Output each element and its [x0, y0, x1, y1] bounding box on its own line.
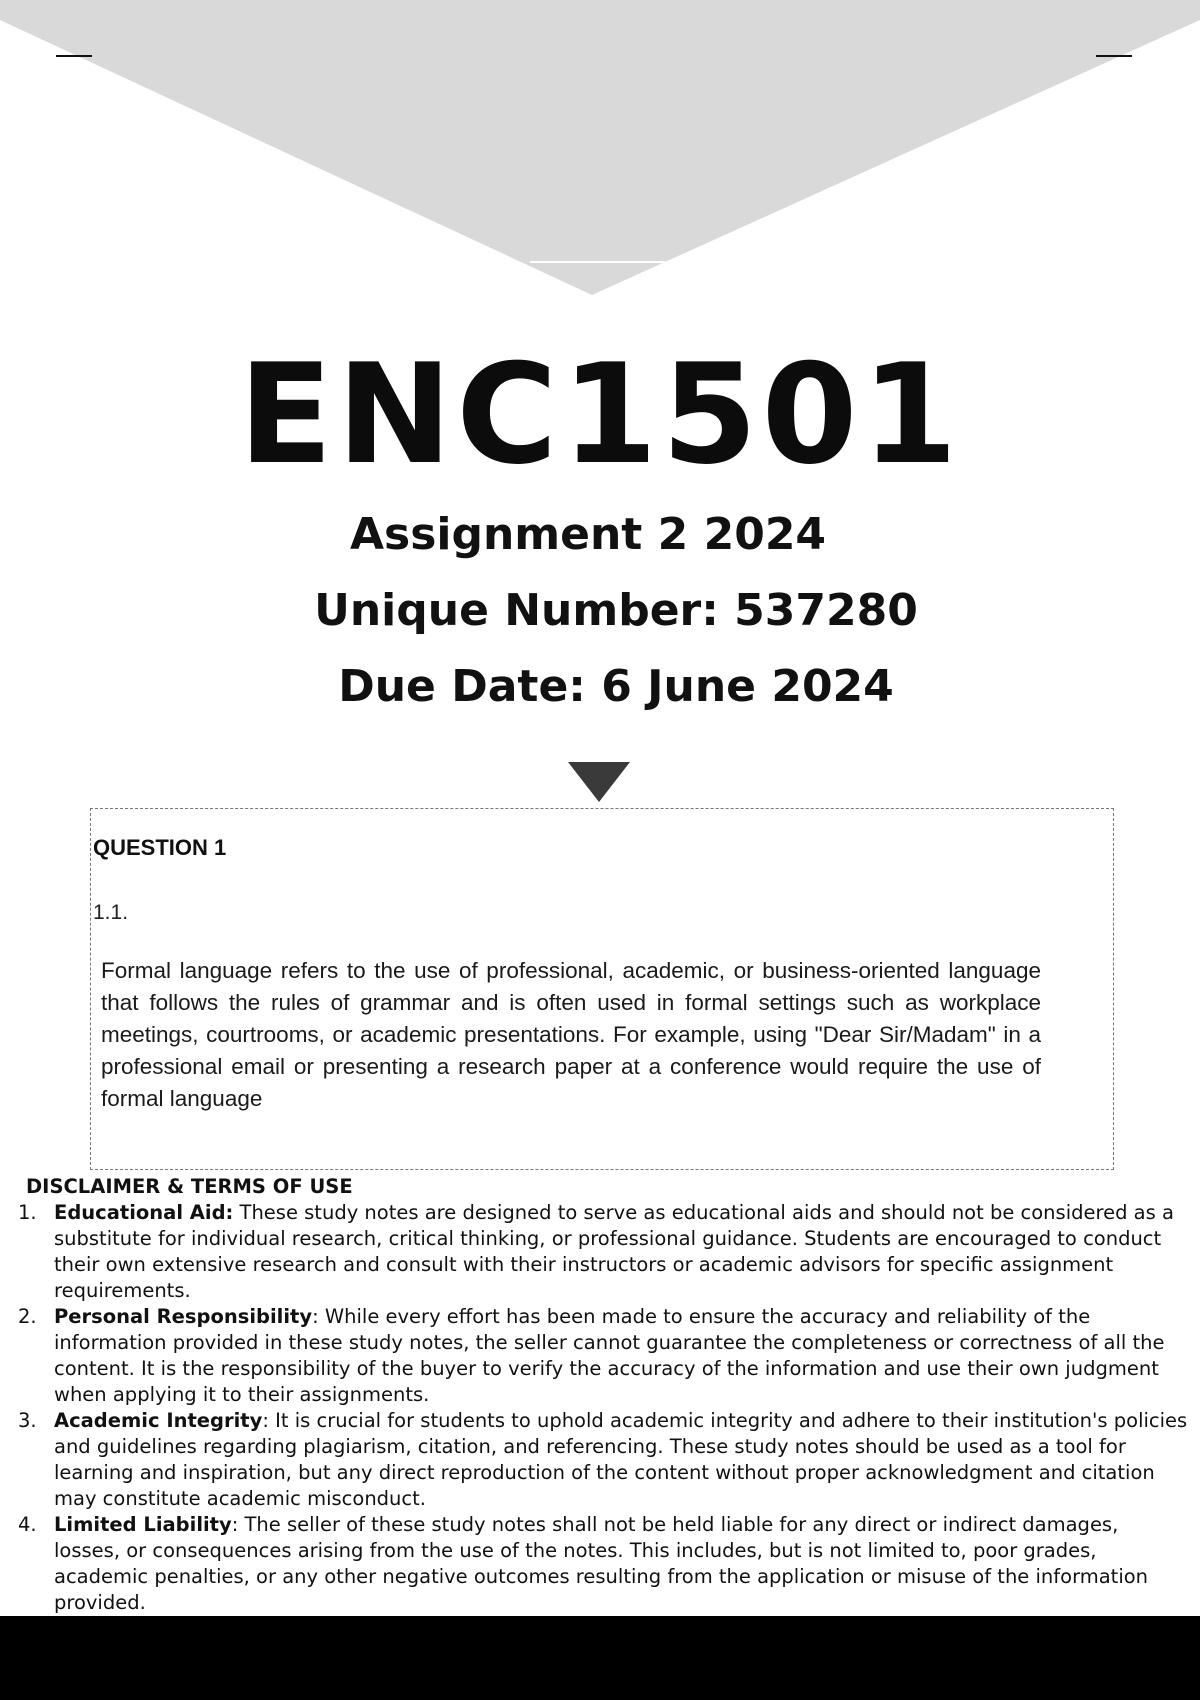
- corner-rule-left: [56, 55, 92, 57]
- corner-rule-right: [1096, 55, 1132, 57]
- triangle-down-icon: [568, 762, 630, 802]
- disclaimer-item-limited-liability: [18, 1512, 1188, 1616]
- disclaimer-item-term: Limited Liability: [54, 1513, 232, 1536]
- disclaimer-item-term: Educational Aid:: [54, 1201, 234, 1224]
- question-title: QUESTION 1: [93, 835, 227, 860]
- question-answer: Formal language refers to the use of professional, academic, or business-oriented language that follows the rules of grammar and is often used in formal settings such as workplace meetings, courtrooms, or academic presentations. For example, using "Dear Sir/Madam" in a professional email or presenting a research paper at a conference would require the use of formal language: [101, 958, 1041, 1111]
- disclaimer-item-text: These study notes are designed to serve as educational aids and should not be considered as a substitute for individual research, critical thinking, or professional guidance. Students are encouraged to conduct their own extensive research and consult with their instructors or academic advisors for specific assignment requirements.: [54, 1201, 1174, 1302]
- disclaimer-list: [18, 1200, 1188, 1616]
- disclaimer-item-text: : The seller of these study notes shall not be held liable for any direct or indirect damages, losses, or consequences arising from the use of the notes. This includes, but is not limited to, poor grades, academic penalties, or any other negative outcomes resulting from the application or misuse of the information provided.: [54, 1513, 1149, 1614]
- disclaimer-item-number: 4.: [18, 1513, 37, 1536]
- due-date-heading: Due Date: 6 June 2024: [338, 661, 894, 712]
- disclaimer-item-academic-integrity: [18, 1408, 1188, 1512]
- disclaimer-item-educational-aid: [18, 1200, 1188, 1304]
- disclaimer-item-number: 3.: [18, 1409, 37, 1432]
- top-banner-shape: [0, 0, 1200, 300]
- disclaimer-item-term: Personal Responsibility: [54, 1305, 313, 1328]
- disclaimer-item-text: : It is crucial for students to uphold academic integrity and adhere to their institution's policies and guidelines regarding plagiarism, citation, and referencing. These study notes should be used as a tool for learning and inspiration, but any direct reproduction of the content without proper acknowledgment and citation may constitute academic misconduct.: [54, 1409, 1188, 1510]
- disclaimer-title: DISCLAIMER & TERMS OF USE: [26, 1175, 353, 1198]
- disclaimer-item-term: Academic Integrity: [54, 1409, 263, 1432]
- banner-chevron: [0, 0, 1200, 295]
- question-number: 1.1.: [93, 901, 129, 924]
- disclaimer-item-text: : While every effort has been made to ensure the accuracy and reliability of the information provided in these study notes, the seller cannot guarantee the completeness or correctness of all the content. It is the responsibility of the buyer to verify the accuracy of the information and use their own judgment when applying it to their assignments.: [54, 1305, 1165, 1406]
- bottom-black-bar: [0, 1616, 1200, 1700]
- assignment-heading: Assignment 2 2024: [349, 509, 827, 560]
- course-code-title: ENC1501: [238, 334, 962, 495]
- disclaimer-item-number: 1.: [18, 1201, 37, 1224]
- unique-number-heading: Unique Number: 537280: [314, 585, 918, 636]
- disclaimer-item-number: 2.: [18, 1305, 37, 1328]
- disclaimer-item-personal-responsibility: [18, 1304, 1188, 1408]
- disclaimer-section: [18, 1174, 1188, 1616]
- question-box: [90, 808, 1114, 1170]
